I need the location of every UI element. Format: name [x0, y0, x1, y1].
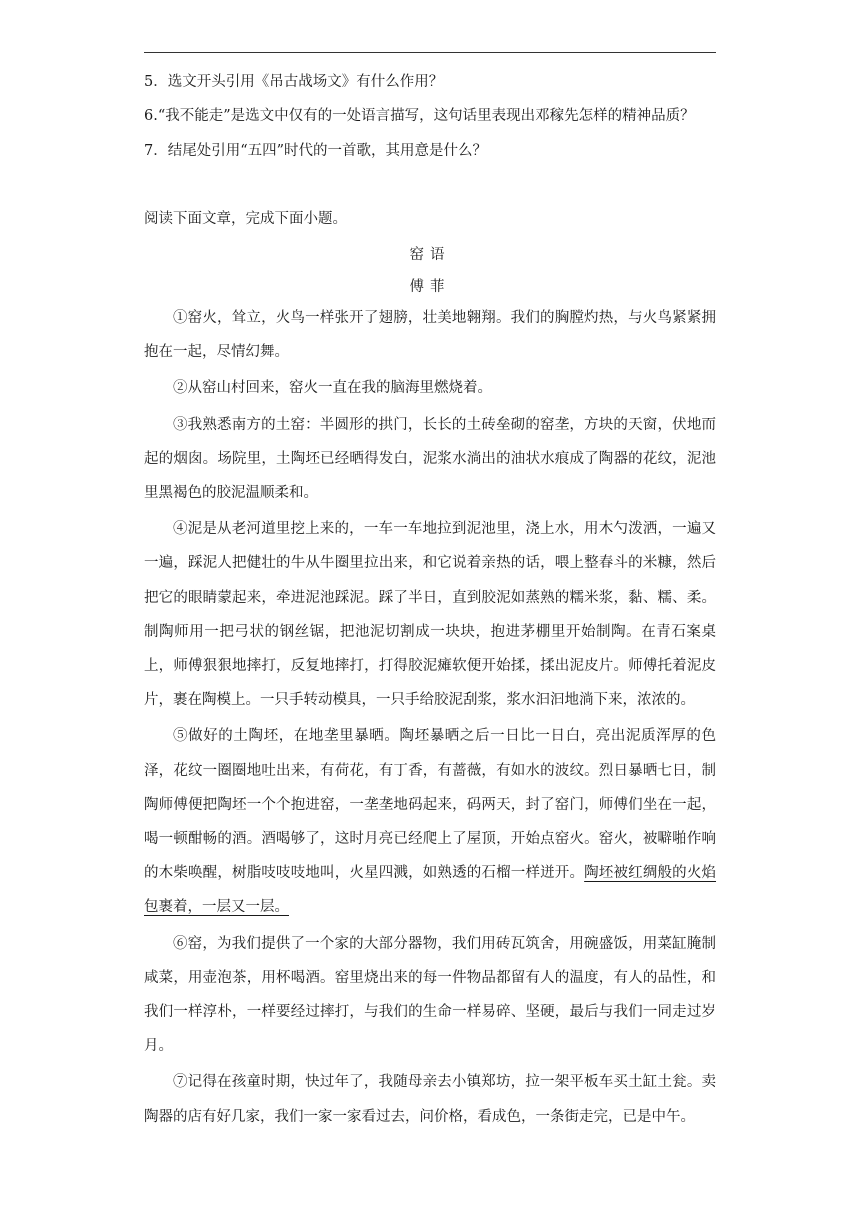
paragraph-1: ①窑火，耸立，火鸟一样张开了翅膀，壮美地翱翔。我们的胸膛灼热，与火鸟紧紧拥抱在一起，尽情幻舞。 [144, 310, 716, 361]
paragraph-3: ③我熟悉南方的土窑：半圆形的拱门，长长的土砖垒砌的窑垄，方块的天窗，伏地而起的烟囱。场院里，土陶坯已经晒得发白，泥浆水淌出的油状水痕成了陶器的花纹，泥池里黑褐色的胶泥温顺柔和。 [144, 416, 716, 502]
question-5: 5．选文开头引用《吊古战场文》有什么作用？ [144, 74, 444, 90]
paragraph-5-text: ⑤做好的土陶坯，在地垄里暴晒。陶坯暴晒之后一日比一日白，亮出泥质浑厚的色泽，花纹一圈圈地吐出来，有荷花，有丁香，有蔷薇，有如水的波纹。烈日暴晒七日，制陶师傅便把陶坯一个个抱进窑，一垄垄地码起来，码两天，封了窑门，师傅们坐在一起，喝一顿酣畅的酒。酒喝够了，这时月亮已经爬上了屋顶，开始点窑火。窑火，被噼啪作响的木柴唤醒，树脂吱吱吱地叫，火星四溅，如熟透的石榴一样迸开。 [144, 728, 716, 882]
top-rule [144, 52, 716, 53]
paragraph-2: ②从窑山村回来，窑火一直在我的脑海里燃烧着。 [173, 380, 492, 397]
question-7: 7．结尾处引用“五四”时代的一首歌，其用意是什么？ [144, 143, 488, 159]
paragraph-4: ④泥是从老河道里挖上来的，一车一车地拉到泥池里，浇上水，用木勺泼洒，一遍又一遍，踩泥人把健壮的牛从牛圈里拉出来，和它说着亲热的话，喂上整春斗的米糠，然后把它的眼睛蒙起来，牵进泥池踩泥。踩了半日，直到胶泥如蒸熟的糯米浆，黏、糯、柔。制陶师用一把弓状的钢丝锯，把池泥切割成一块块，抱进茅棚里开始制陶。在青石案桌上，师傅狠狠地摔打，反复地摔打，打得胶泥瘫软便开始揉，揉出泥皮片。师傅托着泥皮片，裹在陶模上。一只手转动模具，一只手给胶泥刮浆，浆水汩汩地淌下来，浓浓的。 [144, 521, 716, 709]
paragraph-5 [144, 719, 716, 924]
reading-instruction: 阅读下面文章，完成下面小题。 [144, 211, 347, 227]
underlined-sentence: 陶坯被红绸般的火焰包裹着，一层又一层。 [144, 865, 717, 916]
article-body [144, 301, 716, 1136]
article-title: 窑语 [409, 247, 451, 263]
paragraph-7: ⑦记得在孩童时期，快过年了，我随母亲去小镇郑坊，拉一架平板车买土缸土瓮。卖陶器的店有好几家，我们一家一家看过去，问价格，看成色，一条街走完，已是中午。 [144, 1074, 716, 1125]
article-author: 傅菲 [409, 279, 451, 295]
question-6: 6.“我不能走”是选文中仅有的一处语言描写，这句话里表现出邓稼先怎样的精神品质？ [144, 108, 695, 124]
paragraph-6: ⑥窑，为我们提供了一个家的大部分器物，我们用砖瓦筑舍，用碗盛饭，用菜缸腌制咸菜，用壶泡茶，用杯喝酒。窑里烧出来的每一件物品都留有人的温度，有人的品性，和我们一样淳朴，一样要经过摔打，与我们的生命一样易碎、坚硬，最后与我们一同走过岁月。 [144, 935, 716, 1055]
